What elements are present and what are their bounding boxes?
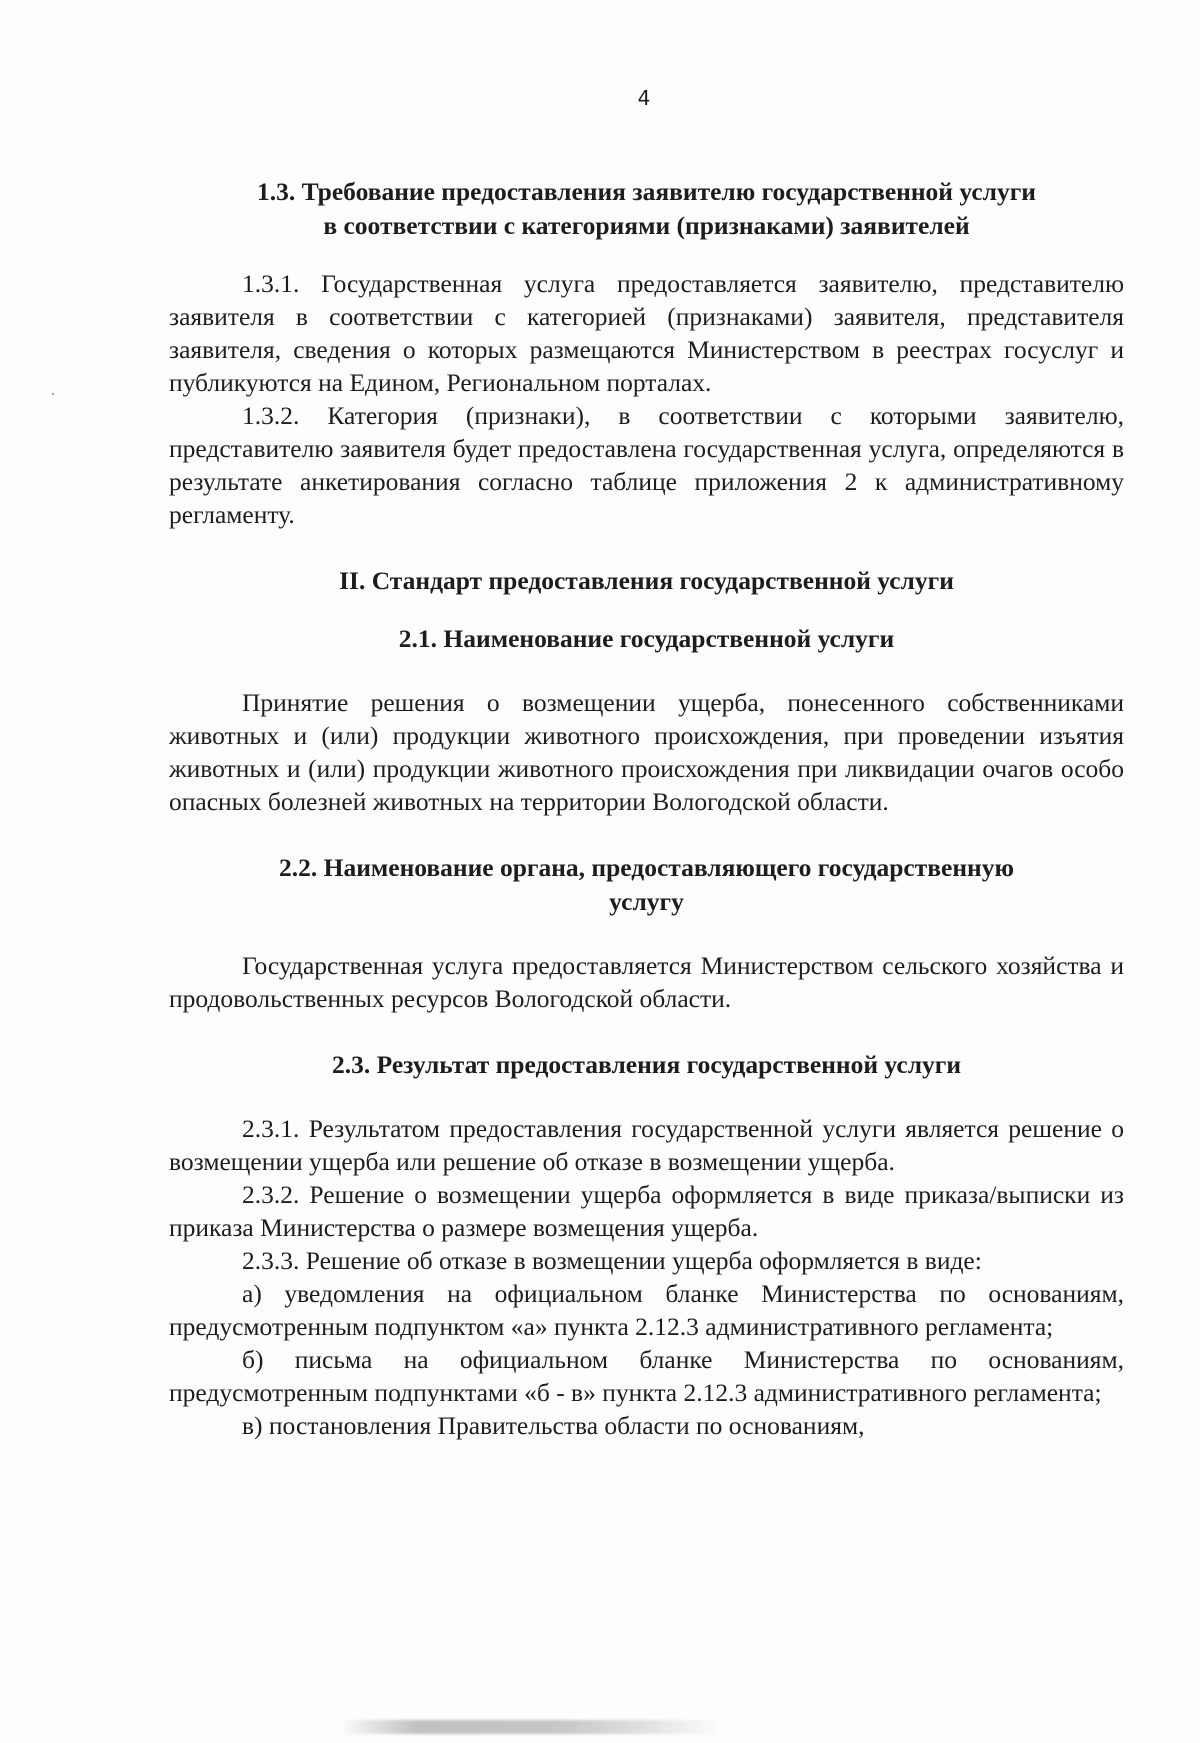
paragraph-2-3-1: 2.3.1. Результатом предоставления государственной услуги является решение о возмещении ущерба или решение об отказе в возмещении ущерба.	[169, 1114, 1124, 1176]
section-2-title: II. Стандарт предоставления государственной услуги	[339, 566, 954, 595]
paragraph-2-3-2: 2.3.2. Решение о возмещении ущерба оформляется в виде приказа/выписки из приказа Министерства о размере возмещения ущерба.	[169, 1180, 1124, 1242]
paragraph-2-3-3: 2.3.3. Решение об отказе в возмещении ущерба оформляется в виде:	[242, 1246, 982, 1275]
paragraph-2-1: Принятие решения о возмещении ущерба, понесенного собственниками животных и (или) продукции животного происхождения, при проведении изъятия животных и (или) продукции животного происхождения при ликвидации очагов особо опасных болезней животных на территории Вологодской области.	[169, 688, 1124, 816]
scan-smudge	[340, 1720, 720, 1734]
paragraph-2-3-3-b: б) письма на официальном бланке Министерства по основаниям, предусмотренным подпунктами «б - в» пункта 2.12.3 административного регламента;	[169, 1345, 1124, 1407]
section-2-1-title: 2.1. Наименование государственной услуги	[398, 624, 895, 653]
page-number: 4	[637, 86, 651, 110]
section-2-3	[169, 1048, 1124, 1442]
section-1-3-title-line1: 1.3. Требование предоставления заявителю государственной услуги	[257, 177, 1036, 206]
scan-speck	[52, 393, 54, 395]
paragraph-2-3-3-a: а) уведомления на официальном бланке Министерства по основаниям, предусмотренным подпунктом «а» пункта 2.12.3 административного регламента;	[169, 1279, 1124, 1341]
section-2	[169, 564, 1124, 598]
section-1-3-title-line2: в соответствии с категориями (признаками) заявителей	[323, 211, 970, 240]
section-2-1	[169, 622, 1124, 818]
section-2-2	[169, 851, 1124, 1015]
section-1-3	[169, 175, 1124, 531]
section-2-2-title-line2: услугу	[609, 887, 684, 916]
document-body	[169, 175, 1124, 1442]
paragraph-2-3-3-v: в) постановления Правительства области по основаниям,	[242, 1411, 865, 1440]
paragraph-2-2: Государственная услуга предоставляется Министерством сельского хозяйства и продовольственных ресурсов Вологодской области.	[169, 951, 1124, 1013]
paragraph-1-3-2: 1.3.2. Категория (признаки), в соответствии с которыми заявителю, представителю заявителя будет предоставлена государственная услуга, определяются в результате анкетирования согласно таблице приложения 2 к административному регламенту.	[169, 401, 1124, 529]
section-2-3-title: 2.3. Результат предоставления государственной услуги	[331, 1050, 962, 1079]
paragraph-1-3-1: 1.3.1. Государственная услуга предоставляется заявителю, представителю заявителя в соответствии с категорией (признаками) заявителя, представителя заявителя, сведения о которых размещаются Министерством в реестрах госуслуг и публикуются на Едином, Региональном порталах.	[169, 269, 1124, 397]
section-2-2-title-line1: 2.2. Наименование органа, предоставляющего государственную	[278, 853, 1014, 882]
